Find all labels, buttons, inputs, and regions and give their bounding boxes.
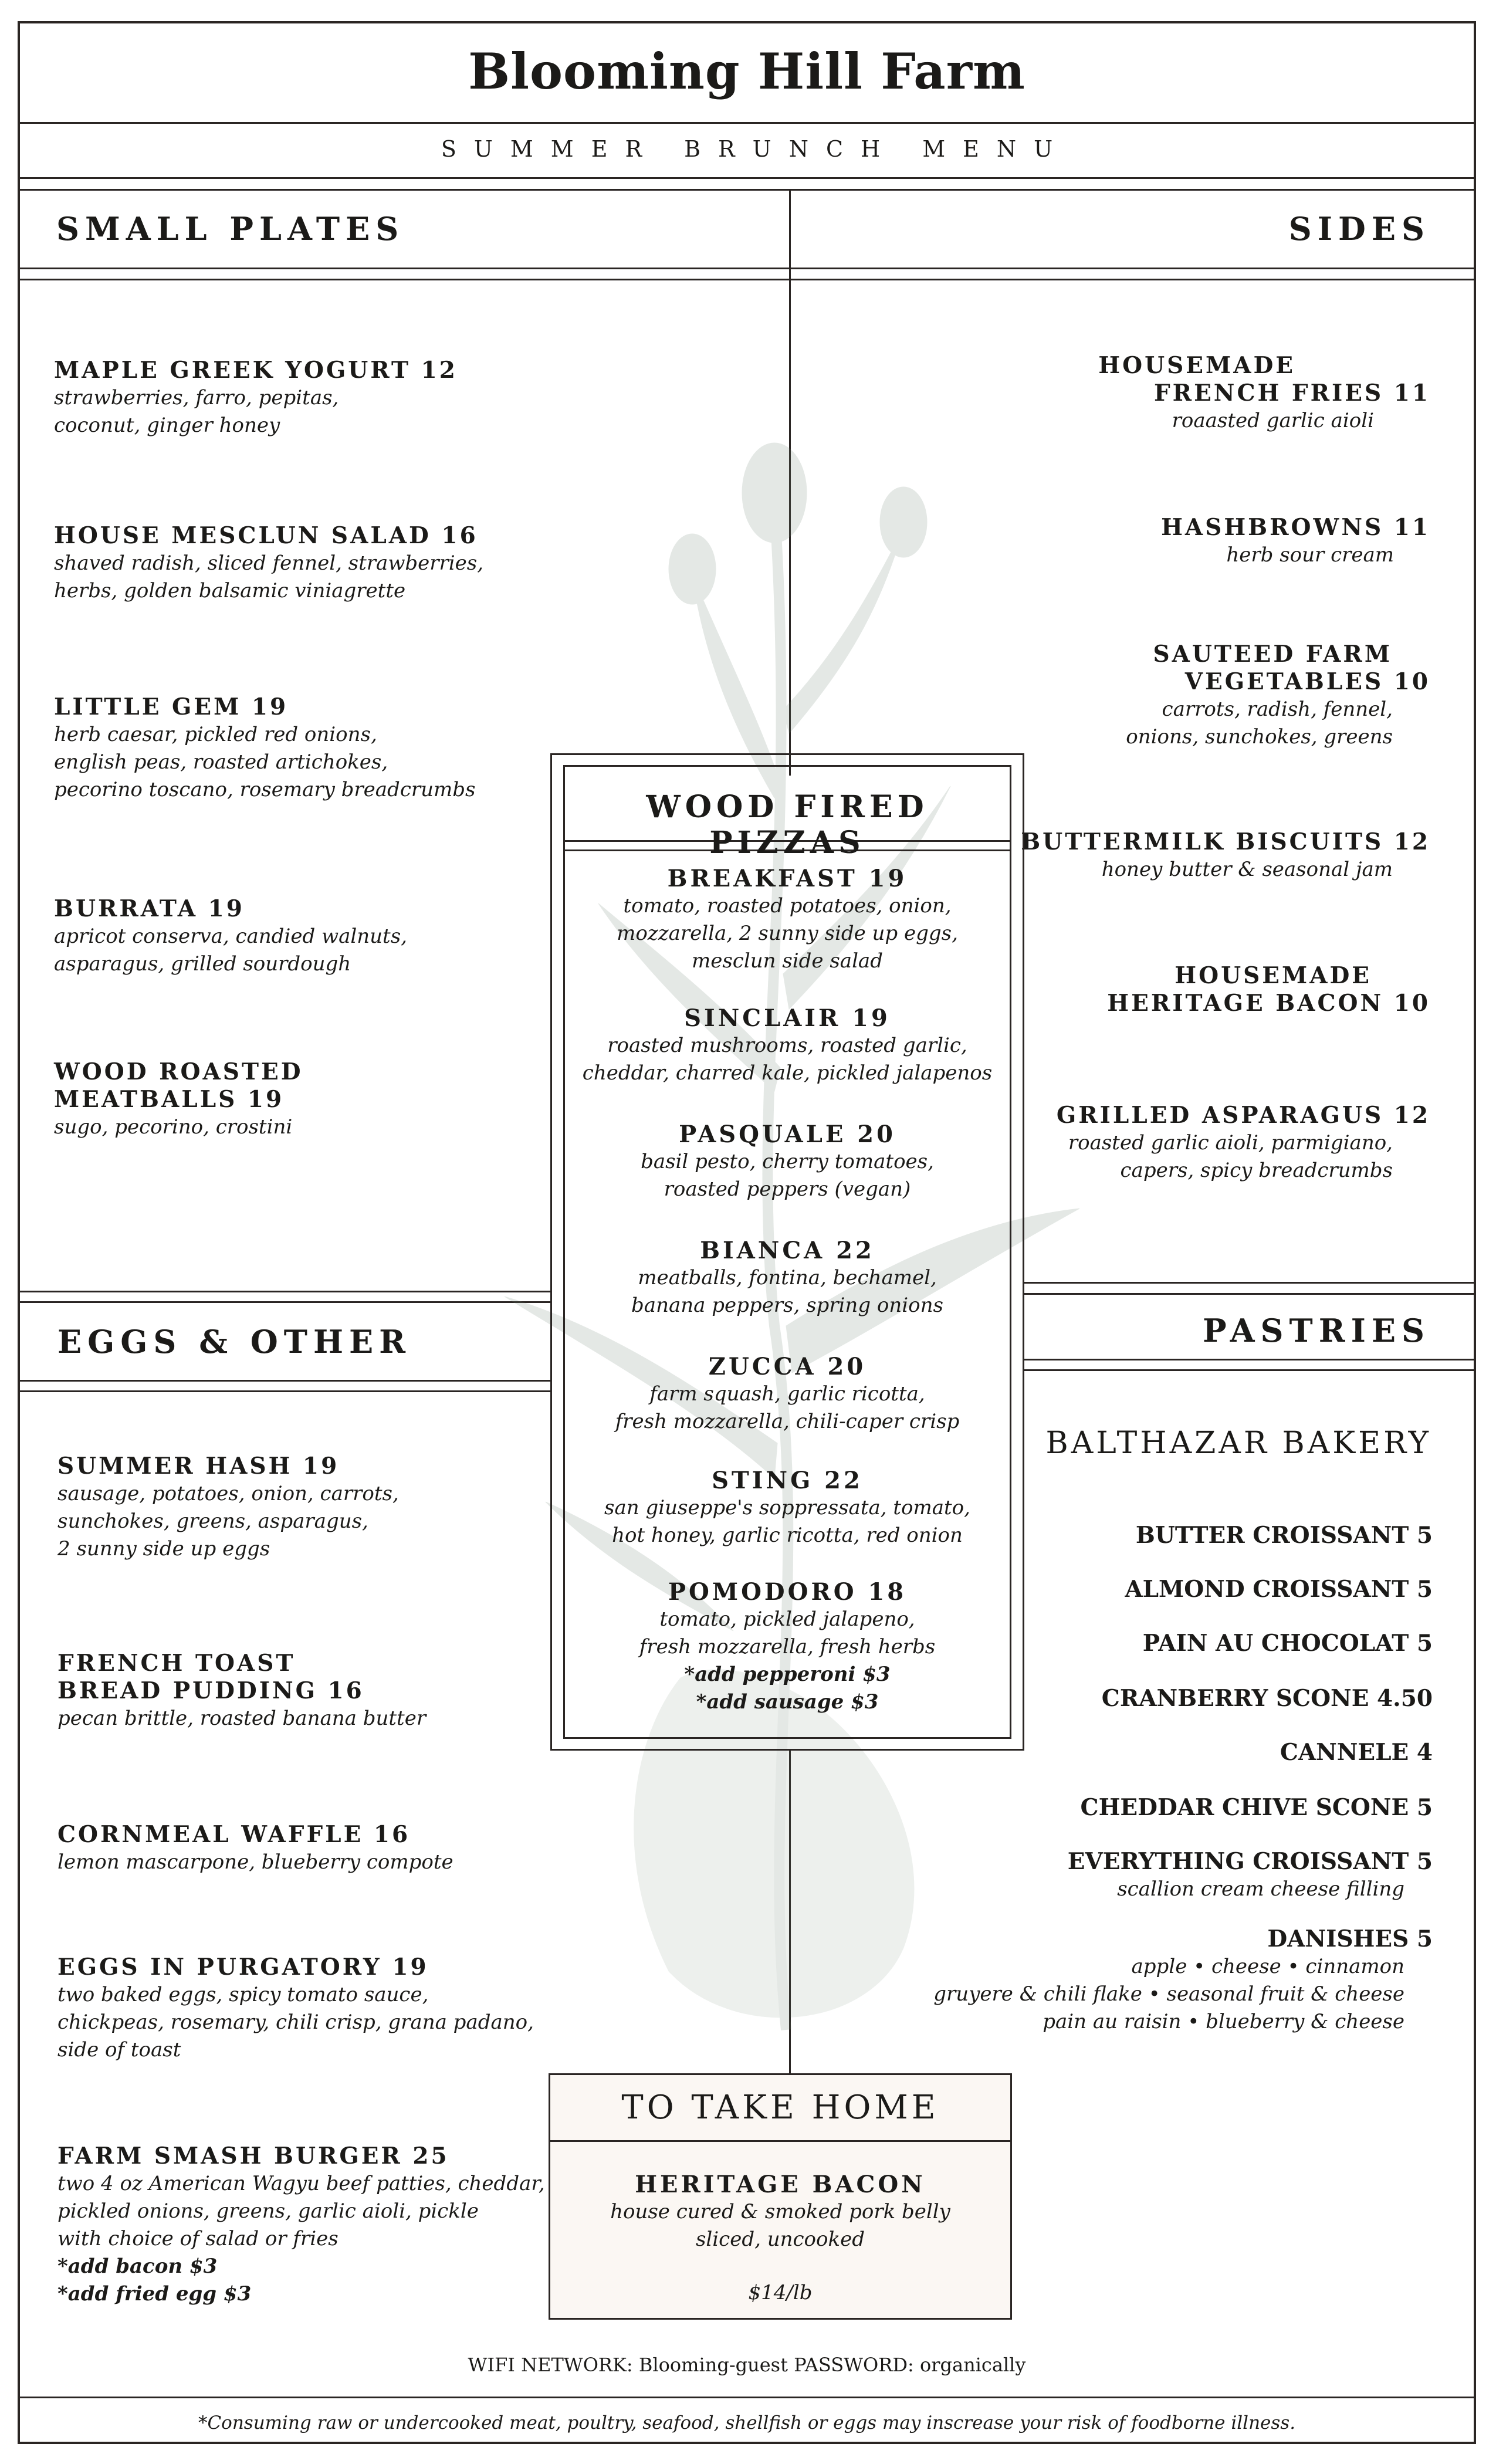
pastry-item (933, 1925, 1433, 2036)
item-name: VEGETABLES 10 (1184, 668, 1430, 695)
item-desc: carrots, radish, fennel, (1162, 698, 1393, 721)
item-desc: coconut, ginger honey (54, 414, 280, 437)
restaurant-title: Blooming Hill Farm (468, 42, 1025, 100)
item-desc: lemon mascarpone, blueberry compote (57, 1850, 453, 1874)
item-addon: *add bacon $3 (57, 2255, 218, 2278)
item-name: EGGS IN PURGATORY 19 (57, 1954, 429, 1981)
pastry-item (1280, 1739, 1433, 1766)
item-name: HERITAGE BACON (635, 2171, 926, 2198)
item-desc: pecan brittle, roasted banana butter (57, 1707, 427, 1730)
small-plates-heading: SMALL PLATES (56, 210, 405, 248)
pizza-item (563, 1353, 1011, 1436)
divider (20, 2397, 1474, 2398)
menu-item (961, 641, 1430, 751)
menu-item (961, 1102, 1430, 1184)
item-desc: asparagus, grilled sourdough (54, 952, 351, 976)
item-name: SUMMER HASH 19 (57, 1453, 340, 1480)
take-home-item (549, 2171, 1012, 2307)
item-desc: banana peppers, spring onions (631, 1294, 943, 1317)
take-home-heading: TO TAKE HOME (621, 2089, 939, 2127)
item-desc: pickled onions, greens, garlic aioli, pickle (57, 2199, 479, 2223)
item-desc: honey butter & seasonal jam (1101, 858, 1393, 881)
item-name: HOUSE MESCLUN SALAD 16 (54, 522, 478, 549)
item-desc: sugo, pecorino, crostini (54, 1115, 293, 1139)
item-desc: house cured & smoked pork belly (610, 2200, 950, 2223)
menu-item (54, 357, 553, 439)
item-addon: *add fried egg $3 (57, 2282, 252, 2306)
food-safety-disclaimer: *Consuming raw or undercooked meat, poultry, seafood, shellfish or eggs may inscrease your risk of foodborne illness. (198, 2412, 1296, 2433)
item-name: CANNELE 4 (1280, 1739, 1433, 1766)
item-name: ZUCCA 20 (708, 1353, 867, 1380)
item-desc: two baked eggs, spicy tomato sauce, (57, 1983, 429, 2006)
menu-item (54, 522, 553, 605)
pastry-item (1102, 1685, 1433, 1712)
divider (20, 189, 1474, 191)
item-desc: roasted peppers (vegan) (664, 1177, 911, 1201)
item-name: GRILLED ASPARAGUS 12 (1056, 1102, 1430, 1129)
item-desc: onions, sunchokes, greens (1126, 725, 1393, 749)
item-name: BIANCA 22 (700, 1237, 875, 1264)
item-desc: tomato, pickled jalapeno, (659, 1607, 915, 1631)
item-name: SINCLAIR 19 (684, 1004, 891, 1032)
item-price: $14/lb (748, 2281, 813, 2304)
item-name: MEATBALLS 19 (54, 1086, 285, 1113)
item-name: HOUSEMADE (1098, 352, 1295, 379)
pastries-heading: PASTRIES (1202, 1312, 1430, 1349)
item-name: STING 22 (712, 1467, 863, 1494)
item-desc: tomato, roasted potatoes, onion, (623, 894, 952, 918)
item-desc: fresh mozzarella, chili-caper crisp (615, 1410, 960, 1433)
item-name: SAUTEED FARM (1153, 641, 1392, 668)
item-desc: english peas, roasted artichokes, (54, 750, 388, 774)
pizza-item (563, 1004, 1011, 1087)
item-desc: shaved radish, sliced fennel, strawberries, (54, 551, 484, 575)
divider (20, 122, 1474, 124)
item-desc: mozzarella, 2 sunny side up eggs, (617, 922, 958, 945)
item-desc: chickpeas, rosemary, chili crisp, grana padano, (57, 2011, 534, 2034)
sides-heading: SIDES (1288, 210, 1430, 248)
item-addon: *add pepperoni $3 (684, 1663, 891, 1686)
item-desc: sliced, uncooked (695, 2228, 865, 2251)
pizza-item (563, 1467, 1011, 1549)
pizzas-heading: WOOD FIRED PIZZAS (646, 789, 929, 861)
menu-item (57, 1821, 556, 1876)
pizza-item (563, 1578, 1011, 1716)
divider (20, 177, 1474, 179)
item-name: PASQUALE 20 (679, 1121, 896, 1148)
menu-item (961, 514, 1430, 569)
item-desc: capers, spicy breadcrumbs (1120, 1159, 1393, 1182)
item-name: WOOD ROASTED (54, 1058, 303, 1085)
pastry-item (1081, 1794, 1433, 1822)
item-name: ALMOND CROISSANT 5 (1125, 1576, 1433, 1603)
menu-item (57, 1650, 556, 1732)
item-name: BUTTER CROISSANT 5 (1135, 1522, 1433, 1549)
item-name: CHEDDAR CHIVE SCONE 5 (1080, 1794, 1433, 1821)
item-desc: roasted mushrooms, roasted garlic, (607, 1034, 967, 1057)
divider (20, 268, 1474, 269)
pizza-item (563, 1121, 1011, 1203)
item-desc: 2 sunny side up eggs (57, 1537, 270, 1561)
item-name: DANISHES 5 (1267, 1925, 1433, 1952)
item-desc: gruyere & chili flake • seasonal fruit & cheese (933, 1982, 1404, 2006)
item-desc: herb caesar, pickled red onions, (54, 723, 377, 746)
menu-item (54, 895, 553, 978)
pastry-item (1143, 1630, 1433, 1657)
menu-item (57, 1453, 556, 1563)
divider (549, 2140, 1012, 2142)
item-name: EVERYTHING CROISSANT 5 (1067, 1848, 1433, 1875)
item-desc: pain au raisin • blueberry & cheese (1043, 2010, 1404, 2033)
menu-subtitle: SUMMER BRUNCH MENU (441, 136, 1071, 162)
eggs-heading: EGGS & OTHER (57, 1323, 412, 1360)
item-name: PAIN AU CHOCOLAT 5 (1142, 1630, 1433, 1657)
menu-item (961, 828, 1430, 884)
item-name: BREAD PUDDING 16 (57, 1677, 364, 1704)
item-desc: hot honey, garlic ricotta, red onion (612, 1524, 963, 1547)
divider (20, 279, 1474, 280)
item-desc: sausage, potatoes, onion, carrots, (57, 1482, 399, 1505)
item-desc: meatballs, fontina, bechamel, (638, 1266, 937, 1289)
item-name: BUTTERMILK BISCUITS 12 (1021, 828, 1430, 855)
menu-item (54, 1058, 553, 1141)
item-desc: two 4 oz American Wagyu beef patties, cheddar, (57, 2172, 545, 2195)
item-desc: basil pesto, cherry tomatoes, (641, 1150, 934, 1173)
item-desc: pecorino toscano, rosemary breadcrumbs (54, 778, 476, 801)
item-desc: apricot conserva, candied walnuts, (54, 925, 407, 948)
menu-item (54, 693, 553, 804)
item-name: BURRATA 19 (54, 895, 245, 922)
pastry-item (1068, 1848, 1433, 1903)
menu-item (961, 352, 1430, 435)
item-desc: herb sour cream (1226, 543, 1394, 567)
item-desc: farm squash, garlic ricotta, (649, 1382, 925, 1406)
bakery-name: BALTHAZAR BAKERY (1045, 1426, 1431, 1461)
item-name: LITTLE GEM 19 (54, 693, 289, 720)
item-name: FARM SMASH BURGER 25 (57, 2143, 449, 2169)
item-name: CORNMEAL WAFFLE 16 (57, 1821, 411, 1848)
item-desc: sunchokes, greens, asparagus, (57, 1509, 368, 1533)
item-desc: san giuseppe's soppressata, tomato, (604, 1496, 970, 1519)
wifi-info: WIFI NETWORK: Blooming-guest PASSWORD: organically (468, 2354, 1026, 2376)
pizza-item (563, 865, 1011, 975)
item-name: HERITAGE BACON 10 (1107, 990, 1430, 1017)
menu-item (961, 962, 1430, 1017)
item-name: HASHBROWNS 11 (1161, 514, 1430, 541)
item-desc: apple • cheese • cinnamon (1131, 1955, 1404, 1978)
item-name: HOUSEMADE (1175, 962, 1372, 989)
item-desc: roasted garlic aioli, parmigiano, (1068, 1131, 1393, 1155)
item-name: CRANBERRY SCONE 4.50 (1101, 1685, 1433, 1712)
item-name: POMODORO 18 (668, 1578, 907, 1606)
pastry-item (1125, 1576, 1433, 1603)
item-desc: roaasted garlic aioli (1172, 409, 1374, 432)
item-desc: strawberries, farro, pepitas, (54, 386, 339, 409)
item-desc: cheddar, charred kale, pickled jalapenos (582, 1061, 993, 1085)
menu-item (57, 2143, 556, 2308)
item-desc: mesclun side salad (692, 949, 883, 973)
item-name: FRENCH FRIES 11 (1153, 380, 1430, 407)
item-desc: side of toast (57, 2038, 181, 2062)
pizza-item (563, 1237, 1011, 1319)
item-desc: with choice of salad or fries (57, 2227, 339, 2250)
item-addon: *add sausage $3 (696, 1690, 879, 1714)
item-name: FRENCH TOAST (57, 1650, 296, 1677)
pastry-item (1136, 1522, 1433, 1549)
item-desc: herbs, golden balsamic viniagrette (54, 579, 406, 603)
item-name: MAPLE GREEK YOGURT 12 (54, 357, 458, 384)
item-desc: scallion cream cheese filling (1117, 1877, 1404, 1901)
item-name: BREAKFAST 19 (667, 865, 908, 892)
item-desc: fresh mozzarella, fresh herbs (639, 1635, 936, 1659)
menu-item (57, 1954, 556, 2064)
